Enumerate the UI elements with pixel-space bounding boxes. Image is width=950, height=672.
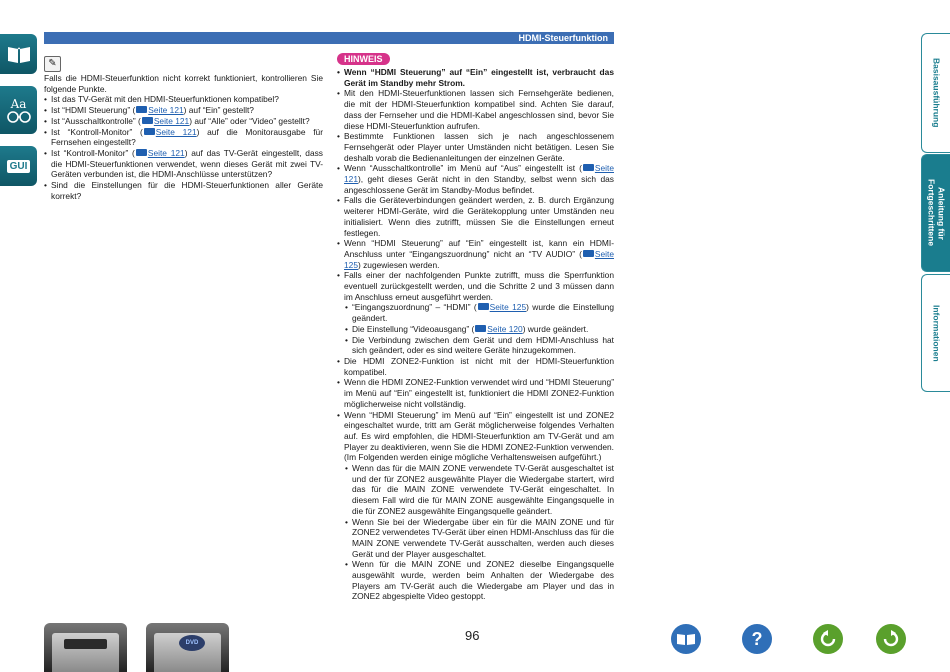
help-button[interactable] (742, 624, 772, 654)
item-text: Wenn die HDMI ZONE2-Funktion verwendet wird und “HDMI Steuerung” im Menü auf “Ein” eingestellt ist, funktioniert die HDMI ZONE2-Funktion möglicherweise nicht vollständig. (344, 377, 614, 409)
item-text: Falls die Geräteverbindungen geändert werden, z. B. durch Ergänzung weiterer HDMI-Geräte, wird die Gerätekopplung unter Umständen neu initialisiert. Wenn dies zutrifft, müssen Sie die Einstellungen erneut festlegen. (344, 195, 614, 238)
list-item (337, 131, 614, 163)
left-tab-index[interactable] (0, 86, 37, 134)
item-text: ) auf die Monitorausgabe für Fernsehen eingestellt? (51, 126, 324, 148)
back-button[interactable] (813, 624, 843, 654)
page-ref-icon (475, 325, 486, 332)
page-link[interactable]: Seite 121 (155, 126, 197, 137)
dvd-badge: DVD (179, 635, 205, 651)
item-text: ) zugewiesen werden. (357, 259, 440, 270)
sub-list-item (337, 302, 614, 323)
page-link[interactable]: Seite 121 (148, 105, 184, 116)
item-text: Ist “Kontroll-Monitor” ( (51, 147, 135, 158)
left-tab-gui[interactable] (0, 146, 37, 186)
item-text: Bestimmte Funktionen lassen sich je nach angeschlossenem Fernsehgerät oder Player unter Umständen nicht betätigen. Lesen Sie deshalb vorab die Bedienanleitungen der einzelnen Geräte. (344, 131, 614, 163)
back-arrow-icon (819, 630, 837, 648)
item-text: Wenn das für die MAIN ZONE verwendete TV-Gerät ausgeschaltet ist und der für ZONE2 ausgewählte Player die Wiedergabe startert, wird das für die MAIN ZONE verwendete TV-Gerät eingeschaltet. In diesem Fall wird die für MAIN ZONE ausgewählte Eingangsquelle in die für ZONE2 ausgewählte Eingangsquelle geändert. (352, 463, 614, 516)
item-text: Sind die Einstellungen für die HDMI-Steuerfunktionen aller Geräte korrekt? (51, 180, 323, 201)
item-text: Wenn “HDMI Steuerung” auf “Ein” eingestellt ist, kann ein HDMI-Anschluss unter “Eingangszuordnung” nicht an “TV AUDIO” ( (344, 238, 614, 259)
tab-label: Anleitung für Fortgeschrittene (926, 179, 947, 247)
list-item (337, 377, 614, 409)
page-link[interactable]: Seite 120 (487, 323, 523, 334)
item-text: Die HDMI ZONE2-Funktion ist nicht mit der HDMI-Steuerfunktion kompatibel. (344, 355, 614, 377)
list-item (44, 105, 323, 116)
intro-text: Falls die HDMI-Steuerfunktion nicht korrekt funktioniert, kontrollieren Sie folgende Punkte. (44, 73, 323, 94)
page-link[interactable]: Seite 121 (147, 147, 185, 158)
right-column (337, 53, 614, 602)
item-text: ) auf “Alle” oder “Video” gestellt? (189, 115, 310, 126)
item-text: Ist “HDMI Steuerung” ( (51, 105, 136, 116)
section-title: HDMI-Steuerfunktion (518, 33, 608, 43)
page-ref-icon (144, 128, 155, 135)
item-text: Ist das TV-Gerät mit den HDMI-Steuerfunktionen kompatibel? (51, 94, 279, 105)
item-text: Wenn für die MAIN ZONE und ZONE2 dieselbe Eingangsquelle ausgewählt wurde, werden beim Anhalten der Wiedergabe des Players am TV-Gerät auch die Wiedergabe am Player und das in ZONE2 abgespielte Video gestoppt. (352, 559, 614, 602)
list-item (44, 148, 323, 180)
question-icon: ? (751, 628, 763, 649)
forward-arrow-icon (882, 630, 900, 648)
tab-label: Basisausführung (931, 58, 942, 128)
book-icon (6, 43, 32, 65)
item-text: Mit den HDMI-Steuerfunktionen lassen sich Fernsehgeräte bedienen, die mit der HDMI-Steuerfunktion kompatibel sind. Achten Sie darauf, dass der Fernseher und die HDMI-Kabel angeschlossen sind, bevor Sie diese HDMI-Steuerfunktion aufrufen. (344, 88, 614, 131)
page-ref-icon (142, 117, 153, 124)
left-column (44, 73, 323, 201)
sub-list-item (337, 324, 614, 335)
page-ref-icon (136, 149, 147, 156)
list-item (44, 180, 323, 201)
list-item (337, 238, 614, 270)
receiver-image[interactable] (44, 623, 127, 672)
hinweis-badge: HINWEIS (337, 53, 390, 65)
page-ref-icon (583, 250, 594, 257)
page-link[interactable]: Seite 121 (344, 163, 614, 185)
sub-list-item (337, 559, 614, 602)
page-link[interactable]: Seite 125 (344, 248, 614, 270)
sub-list-item (337, 335, 614, 356)
section-header-bar (44, 32, 614, 44)
item-text: Wenn “Ausschaltkontrolle” im Menü auf “Aus” eingestellt ist ( (344, 163, 582, 174)
page-link[interactable]: Seite 121 (153, 115, 190, 126)
list-item (337, 356, 614, 377)
contents-button[interactable] (671, 624, 701, 654)
item-text: Wenn Sie bei der Wiedergabe über ein für die MAIN ZONE und für ZONE2 verwendetes TV-Gerät über einen HDMI-Anschluss das für die MAIN ZONE verwendete TV-Gerät ausschalten, werden auch dieses Gerät und der Player ausgeschaltet. (352, 516, 614, 559)
item-text: Ist “Kontroll-Monitor” ( (51, 126, 143, 137)
item-text: ), geht dieses Gerät nicht in den Standby, selbst wenn sich das angeschlossene Gerät im Standby-Modus befindet. (344, 174, 614, 195)
item-text: Die Einstellung “Videoausgang” ( (352, 323, 475, 334)
item-text: ) wurde die Einstellung geändert. (352, 302, 614, 324)
left-tab-contents[interactable] (0, 34, 37, 74)
item-text: Die Verbindung zwischen dem Gerät und dem HDMI-Anschluss hat sich geändert, oder es sind weitere Geräte hinzugekommen. (352, 334, 614, 356)
tab-anleitung-fortgeschrittene[interactable] (921, 154, 950, 272)
list-item (337, 163, 614, 195)
page-ref-icon (478, 303, 489, 310)
page-number: 96 (465, 628, 480, 643)
item-text: ) wurde geändert. (522, 323, 589, 334)
pencil-icon: ✎ (44, 56, 61, 72)
font-size-icon: Aa (10, 97, 27, 111)
gui-icon: GUI (7, 160, 31, 173)
page-ref-icon (583, 164, 594, 171)
list-item (337, 270, 614, 302)
list-item (44, 94, 323, 105)
list-item (337, 410, 614, 464)
sub-list-item (337, 517, 614, 560)
item-text: ) auf das TV-Gerät eingestellt, dass die HDMI-Steuerfunktionen verwendet, wenn dieses Gerät mit zwei TV-Geräten verbunden ist, die HDMI-Anschlüsse unterstützen? (51, 147, 323, 180)
item-text: Wenn “HDMI Steuerung” im Menü auf “Ein” eingestellt ist und ZONE2 eingeschaltet wurde, tritt am Gerät möglicherweise folgendes Verhalten auf. Es wird empfohlen, die HDMI-Steuerfunktion am TV-Gerät und am Player zu deaktivieren, wenn Sie die HDMI ZONE2-Funktion verwenden. (Im Folgenden werden einige mögliche Verhaltensweisen aufgeführt.) (344, 409, 614, 463)
sub-list-item (337, 463, 614, 517)
list-item (337, 195, 614, 238)
list-item (44, 127, 323, 148)
bold-note: • Wenn “HDMI Steuerung” auf “Ein” eingestellt ist, verbraucht das Gerät im Standby mehr Strom. (337, 67, 614, 88)
tab-basisausfuehrung[interactable] (921, 33, 950, 153)
glasses-icon (7, 111, 31, 123)
list-item (44, 116, 323, 127)
item-text: Ist “Ausschaltkontrolle” ( (51, 115, 141, 126)
page-link[interactable]: Seite 125 (489, 302, 527, 313)
forward-button[interactable] (876, 624, 906, 654)
item-text: “Eingangszuordnung” – “HDMI” ( (352, 302, 477, 313)
tab-informationen[interactable] (921, 274, 950, 392)
item-text: ) auf “Ein” gestellt? (183, 105, 254, 116)
list-item (337, 88, 614, 131)
book-icon (676, 632, 696, 646)
item-text: Falls einer der nachfolgenden Punkte zutrifft, muss die Sperrfunktion eventuell zurückgestellt werden, und die Schritte 2 und 3 müssen dann im Anschluss erneut ausgeführt werden. (344, 270, 614, 302)
tab-label: Informationen (931, 304, 942, 362)
player-image[interactable] (146, 623, 229, 672)
page-ref-icon (136, 106, 147, 113)
